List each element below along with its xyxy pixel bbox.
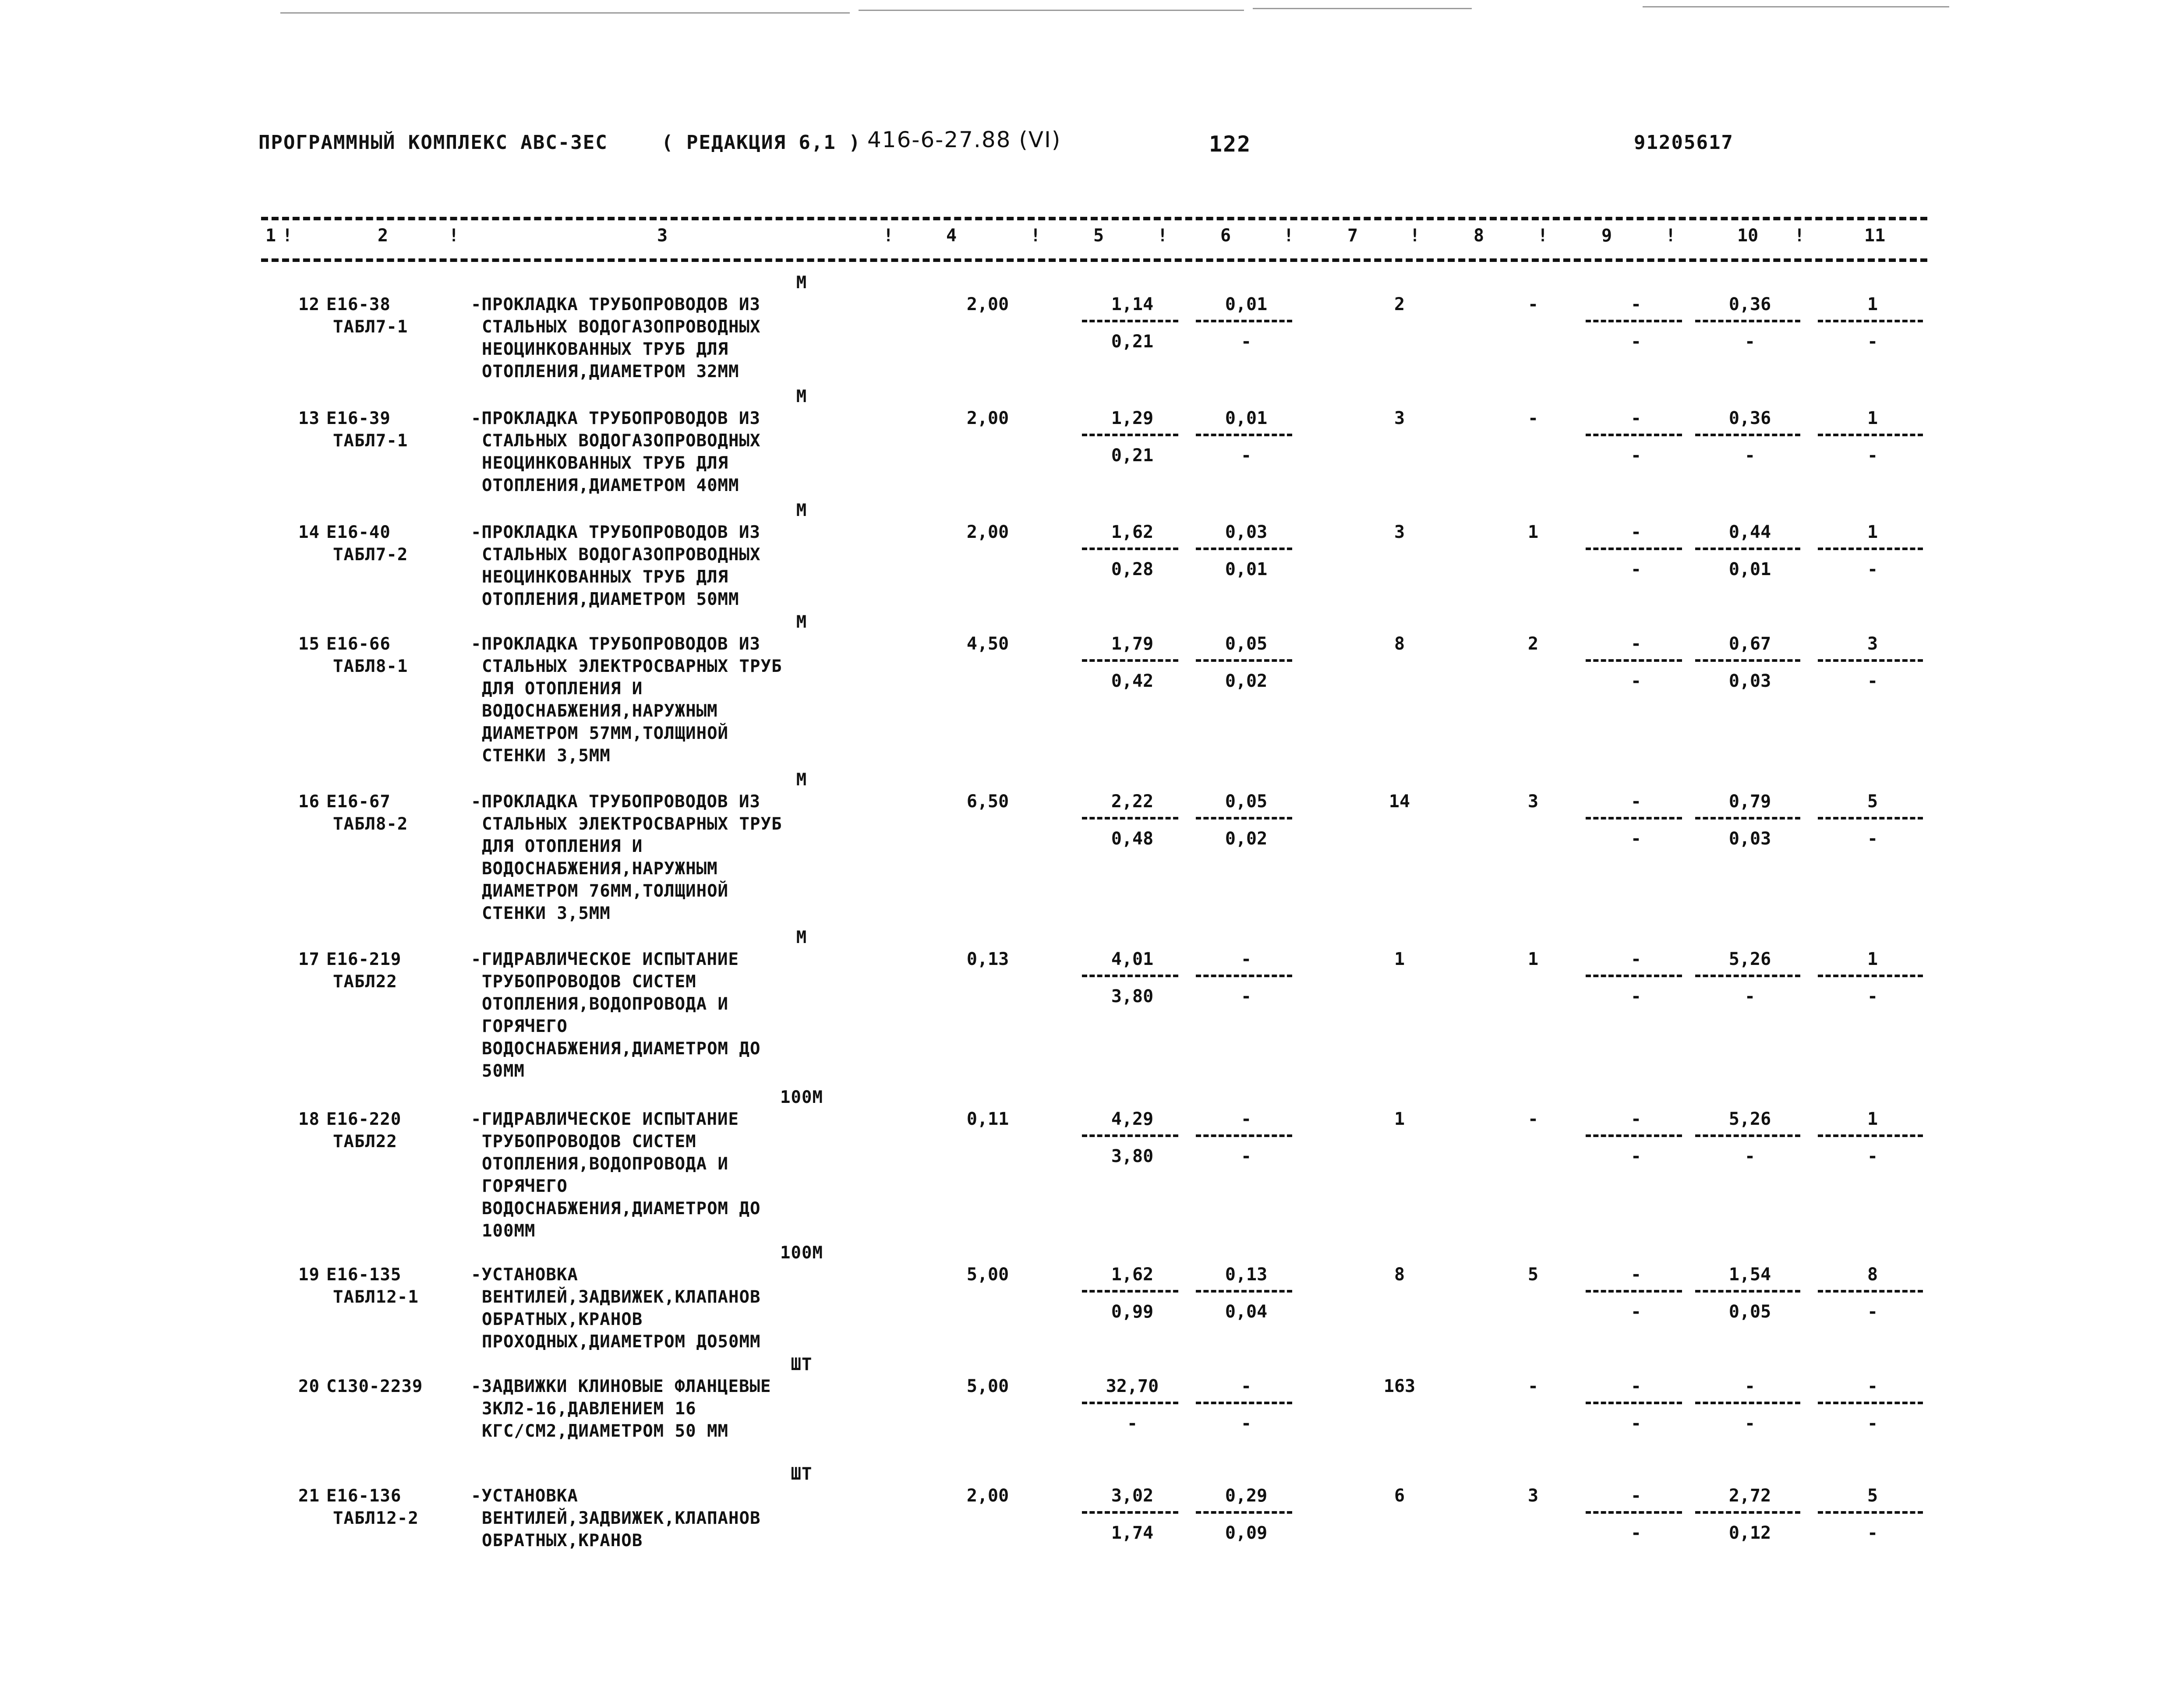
edition-label: ( РЕДАКЦИЯ 6,1 )	[661, 131, 861, 154]
value-c11-sub: -	[1867, 445, 1878, 466]
work-description-line: ВОДОСНАБЖЕНИЯ,НАРУЖНЫМ	[482, 701, 718, 721]
unit-of-measure: ШТ	[791, 1464, 813, 1484]
column-header: 4	[946, 226, 957, 246]
value-separator	[1695, 1134, 1800, 1137]
unit-of-measure: 100М	[780, 1088, 823, 1107]
unit-of-measure: М	[796, 273, 807, 293]
work-description-line: -ГИДРАВЛИЧЕСКОЕ ИСПЫТАНИЕ	[471, 1109, 739, 1129]
value-c8: -	[1527, 1376, 1539, 1396]
value-separator	[1586, 1402, 1682, 1404]
value-c6-sub: -	[1240, 332, 1252, 352]
work-description-line: -ЗАДВИЖКИ КЛИНОВЫЕ ФЛАНЦЕВЫЕ	[471, 1377, 771, 1396]
value-c9: -	[1630, 791, 1642, 812]
value-c5-sub: 0,21	[1111, 445, 1154, 466]
norm-code: Е16-40	[326, 523, 391, 542]
column-header: 8	[1474, 226, 1484, 246]
row-number: 13	[298, 409, 320, 428]
value-c7: 3	[1394, 408, 1405, 428]
value-c6: 0,05	[1225, 634, 1268, 654]
value-c6: 0,13	[1225, 1265, 1268, 1285]
value-c11-sub: -	[1867, 1413, 1878, 1434]
value-c5: 1,14	[1111, 294, 1154, 314]
column-header: 9	[1601, 226, 1612, 246]
scan-noise-line	[280, 12, 850, 14]
value-separator	[1695, 1402, 1800, 1404]
value-separator	[1082, 975, 1178, 977]
norm-code: Е16-135	[326, 1265, 402, 1285]
row-number: 12	[298, 295, 320, 314]
value-c11-sub: -	[1867, 1302, 1878, 1322]
table-top-rule	[261, 217, 1927, 220]
norm-table: ТАБЛ8-1	[333, 657, 408, 676]
value-c6-sub: 0,01	[1225, 559, 1268, 579]
work-description-line: -УСТАНОВКА	[471, 1265, 578, 1285]
work-description-line: ЗКЛ2-16,ДАВЛЕНИЕМ 16	[482, 1399, 696, 1419]
value-c6-sub: -	[1240, 986, 1252, 1007]
value-c9: -	[1630, 1265, 1642, 1285]
value-c5-sub: -	[1127, 1413, 1138, 1434]
norm-code: Е16-38	[326, 295, 391, 314]
value-c10-sub: 0,05	[1728, 1302, 1771, 1322]
norm-code: Е16-66	[326, 634, 391, 654]
value-c5-sub: 0,21	[1111, 332, 1154, 352]
column-header: 7	[1347, 226, 1358, 246]
value-c4: 4,50	[966, 634, 1009, 654]
work-description-line: ВЕНТИЛЕЙ,ЗАДВИЖЕК,КЛАПАНОВ	[482, 1287, 761, 1307]
value-separator	[1082, 659, 1178, 662]
value-c10: 5,26	[1728, 949, 1771, 969]
value-c4: 2,00	[966, 522, 1009, 542]
value-c6: 0,05	[1225, 791, 1268, 812]
unit-of-measure: М	[796, 770, 807, 790]
value-c7: 163	[1383, 1376, 1416, 1396]
value-separator	[1695, 320, 1800, 322]
value-c4: 0,13	[966, 949, 1009, 969]
value-separator	[1818, 1134, 1923, 1137]
value-c6-sub: -	[1240, 1413, 1252, 1434]
work-description-line: ВЕНТИЛЕЙ,ЗАДВИЖЕК,КЛАПАНОВ	[482, 1508, 761, 1528]
work-description-line: СТАЛЬНЫХ ВОДОГАЗОПРОВОДНЫХ	[482, 431, 761, 451]
value-separator	[1818, 1402, 1923, 1404]
value-separator	[1196, 1134, 1292, 1137]
value-c7: 1	[1394, 1109, 1405, 1129]
value-separator	[1082, 817, 1178, 820]
work-description-line: -ПРОКЛАДКА ТРУБОПРОВОДОВ ИЗ	[471, 295, 760, 314]
value-c8: 3	[1527, 1486, 1539, 1506]
value-separator	[1196, 659, 1292, 662]
value-c4: 2,00	[966, 1486, 1009, 1506]
value-c9-sub: -	[1630, 829, 1642, 849]
value-separator	[1695, 434, 1800, 436]
value-c5: 1,62	[1111, 522, 1154, 542]
work-description-line: ОТОПЛЕНИЯ,ВОДОПРОВОДА И	[482, 1154, 729, 1174]
value-c6: -	[1240, 949, 1252, 969]
value-c5: 1,29	[1111, 408, 1154, 428]
value-c9-sub: -	[1630, 1413, 1642, 1434]
value-c6: 0,01	[1225, 294, 1268, 314]
value-separator	[1818, 548, 1923, 550]
value-c8: 3	[1527, 791, 1539, 812]
work-description-line: КГС/СМ2,ДИАМЕТРОМ 50 ММ	[482, 1421, 729, 1441]
value-c10: 2,72	[1728, 1486, 1771, 1506]
value-c7: 2	[1394, 294, 1405, 314]
value-c5: 1,79	[1111, 634, 1154, 654]
value-c10: 1,54	[1728, 1265, 1771, 1285]
value-c10-sub: 0,12	[1728, 1523, 1771, 1543]
value-c11: 5	[1867, 1486, 1878, 1506]
value-separator	[1082, 434, 1178, 436]
column-header-row: 1 ! 2 ! 3 ! 4 ! 5 ! 6 ! 7 ! 8 ! 9 ! 10 ! 11	[265, 226, 1886, 246]
scan-noise-line	[1643, 6, 1949, 7]
value-c9-sub: -	[1630, 445, 1642, 466]
row-number: 15	[298, 634, 320, 654]
value-separator	[1586, 1290, 1682, 1293]
value-c9: -	[1630, 522, 1642, 542]
row-number: 21	[298, 1486, 320, 1506]
norm-code: Е16-220	[326, 1109, 402, 1129]
value-c6-sub: 0,02	[1225, 829, 1268, 849]
column-header: 2	[378, 226, 389, 246]
value-c7: 14	[1389, 791, 1410, 812]
value-c6: -	[1240, 1109, 1252, 1129]
column-header: 6	[1220, 226, 1231, 246]
value-c9-sub: -	[1630, 1523, 1642, 1543]
value-c11-sub: -	[1867, 559, 1878, 579]
row-number: 16	[298, 792, 320, 812]
value-c7: 8	[1394, 634, 1405, 654]
value-c11-sub: -	[1867, 986, 1878, 1007]
work-description-line: ОТОПЛЕНИЯ,ВОДОПРОВОДА И	[482, 994, 729, 1014]
scan-noise-line	[1253, 8, 1472, 9]
value-separator	[1818, 1290, 1923, 1293]
norm-code: Е16-136	[326, 1486, 402, 1506]
work-description-line: 50ММ	[482, 1061, 525, 1081]
document-code: 91205617	[1634, 131, 1734, 154]
row-number: 14	[298, 523, 320, 542]
unit-of-measure: М	[796, 612, 807, 632]
value-c11: -	[1867, 1376, 1878, 1396]
handwritten-reference: 416-6-27.88 (VI)	[867, 127, 1061, 152]
work-description-line: СТАЛЬНЫХ ЭЛЕКТРОСВАРНЫХ ТРУБ	[482, 657, 782, 676]
value-separator	[1196, 548, 1292, 550]
value-c8: -	[1527, 1109, 1539, 1129]
value-separator	[1196, 434, 1292, 436]
value-c9: -	[1630, 1376, 1642, 1396]
norm-code: С130-2239	[326, 1377, 423, 1396]
value-separator	[1818, 817, 1923, 820]
work-description-line: ВОДОСНАБЖЕНИЯ,НАРУЖНЫМ	[482, 859, 718, 879]
value-separator	[1818, 320, 1923, 322]
value-separator	[1818, 1511, 1923, 1514]
value-c9: -	[1630, 294, 1642, 314]
work-description-line: СТЕНКИ 3,5ММ	[482, 904, 611, 923]
work-description-line: СТАЛЬНЫХ ВОДОГАЗОПРОВОДНЫХ	[482, 545, 761, 565]
value-separator	[1586, 817, 1682, 820]
unit-of-measure: М	[796, 387, 807, 406]
value-c10-sub: -	[1744, 1146, 1756, 1166]
value-c6-sub: -	[1240, 445, 1252, 466]
value-c10-sub: 0,03	[1728, 671, 1771, 691]
work-description-line: ВОДОСНАБЖЕНИЯ,ДИАМЕТРОМ ДО	[482, 1039, 761, 1059]
value-c11-sub: -	[1867, 829, 1878, 849]
value-separator	[1082, 1134, 1178, 1137]
work-description-line: 100ММ	[482, 1221, 536, 1241]
work-description-line: СТЕНКИ 3,5ММ	[482, 746, 611, 766]
value-separator	[1695, 1290, 1800, 1293]
value-c11-sub: -	[1867, 332, 1878, 352]
value-c4: 2,00	[966, 408, 1009, 428]
work-description-line: -УСТАНОВКА	[471, 1486, 578, 1506]
value-c8: 2	[1527, 634, 1539, 654]
value-c9: -	[1630, 634, 1642, 654]
work-description-line: НЕОЦИНКОВАННЫХ ТРУБ ДЛЯ	[482, 567, 729, 587]
value-c5: 32,70	[1106, 1376, 1159, 1396]
value-c11: 1	[1867, 294, 1878, 314]
work-description-line: ГОРЯЧЕГО	[482, 1176, 568, 1196]
value-c6-sub: 0,09	[1225, 1523, 1268, 1543]
column-header: 1	[265, 226, 276, 246]
value-c5-sub: 0,42	[1111, 671, 1154, 691]
value-c6-sub: -	[1240, 1146, 1252, 1166]
value-c8: -	[1527, 294, 1539, 314]
norm-table: ТАБЛ22	[333, 1132, 397, 1152]
value-c5-sub: 1,74	[1111, 1523, 1154, 1543]
value-c9-sub: -	[1630, 1146, 1642, 1166]
value-c4: 6,50	[966, 791, 1009, 812]
work-description-line: ОТОПЛЕНИЯ,ДИАМЕТРОМ 40ММ	[482, 476, 739, 495]
value-c6: 0,29	[1225, 1486, 1268, 1506]
value-separator	[1082, 320, 1178, 322]
value-separator	[1818, 434, 1923, 436]
norm-table: ТАБЛ22	[333, 972, 397, 992]
table-header-rule	[261, 258, 1927, 262]
value-c10: 0,44	[1728, 522, 1771, 542]
value-separator	[1695, 659, 1800, 662]
value-separator	[1695, 817, 1800, 820]
value-separator	[1586, 659, 1682, 662]
column-header: 10	[1737, 226, 1759, 246]
value-c10: 0,79	[1728, 791, 1771, 812]
row-number: 17	[298, 950, 320, 969]
unit-of-measure: 100М	[780, 1243, 823, 1263]
value-c10: 0,36	[1728, 294, 1771, 314]
value-c10: 0,36	[1728, 408, 1771, 428]
value-c5-sub: 0,48	[1111, 829, 1154, 849]
norm-code: Е16-39	[326, 409, 391, 428]
norm-code: Е16-67	[326, 792, 391, 812]
work-description-line: ОБРАТНЫХ,КРАНОВ	[482, 1310, 643, 1329]
unit-of-measure: ШТ	[791, 1355, 813, 1374]
column-header: 3	[657, 226, 668, 246]
value-c11: 1	[1867, 949, 1878, 969]
value-c11: 1	[1867, 1109, 1878, 1129]
value-c10-sub: -	[1744, 986, 1756, 1007]
value-c10: 0,67	[1728, 634, 1771, 654]
value-c9-sub: -	[1630, 986, 1642, 1007]
value-c4: 0,11	[966, 1109, 1009, 1129]
value-c9-sub: -	[1630, 332, 1642, 352]
page-number: 122	[1209, 131, 1251, 157]
value-c5-sub: 0,99	[1111, 1302, 1154, 1322]
value-c9: -	[1630, 408, 1642, 428]
unit-of-measure: М	[796, 928, 807, 947]
norm-table: ТАБЛ7-1	[333, 431, 408, 451]
value-separator	[1818, 659, 1923, 662]
norm-table: ТАБЛ12-1	[333, 1287, 419, 1307]
value-c9: -	[1630, 1109, 1642, 1129]
value-c4: 5,00	[966, 1265, 1009, 1285]
value-c8: 1	[1527, 949, 1539, 969]
value-separator	[1082, 548, 1178, 550]
value-c7: 6	[1394, 1486, 1405, 1506]
value-c9-sub: -	[1630, 559, 1642, 579]
value-c7: 8	[1394, 1265, 1405, 1285]
work-description-line: ТРУБОПРОВОДОВ СИСТЕМ	[482, 1132, 696, 1152]
work-description-line: ОБРАТНЫХ,КРАНОВ	[482, 1531, 643, 1551]
column-header: 5	[1093, 226, 1104, 246]
value-c10: 5,26	[1728, 1109, 1771, 1129]
value-c5-sub: 0,28	[1111, 559, 1154, 579]
value-c5: 4,01	[1111, 949, 1154, 969]
value-c4: 5,00	[966, 1376, 1009, 1396]
value-c6: 0,01	[1225, 408, 1268, 428]
work-description-line: -ПРОКЛАДКА ТРУБОПРОВОДОВ ИЗ	[471, 634, 760, 654]
work-description-line: ГОРЯЧЕГО	[482, 1017, 568, 1036]
value-c11: 1	[1867, 408, 1878, 428]
row-number: 19	[298, 1265, 320, 1285]
value-c6-sub: 0,04	[1225, 1302, 1268, 1322]
value-separator	[1586, 1511, 1682, 1514]
value-c5: 1,62	[1111, 1265, 1154, 1285]
value-c9-sub: -	[1630, 671, 1642, 691]
work-description-line: НЕОЦИНКОВАННЫХ ТРУБ ДЛЯ	[482, 453, 729, 473]
norm-code: Е16-219	[326, 950, 402, 969]
value-separator	[1695, 548, 1800, 550]
work-description-line: ВОДОСНАБЖЕНИЯ,ДИАМЕТРОМ ДО	[482, 1199, 761, 1219]
work-description-line: -ГИДРАВЛИЧЕСКОЕ ИСПЫТАНИЕ	[471, 950, 739, 969]
value-separator	[1695, 1511, 1800, 1514]
value-c10: -	[1744, 1376, 1756, 1396]
value-c5: 3,02	[1111, 1486, 1154, 1506]
norm-table: ТАБЛ8-2	[333, 814, 408, 834]
value-c9-sub: -	[1630, 1302, 1642, 1322]
value-c9: -	[1630, 1486, 1642, 1506]
value-c10-sub: -	[1744, 332, 1756, 352]
value-separator	[1196, 320, 1292, 322]
column-header: 11	[1864, 226, 1886, 246]
value-c5-sub: 3,80	[1111, 986, 1154, 1007]
work-description-line: СТАЛЬНЫХ ЭЛЕКТРОСВАРНЫХ ТРУБ	[482, 814, 782, 834]
work-description-line: ОТОПЛЕНИЯ,ДИАМЕТРОМ 32ММ	[482, 362, 739, 382]
value-c5: 4,29	[1111, 1109, 1154, 1129]
work-description-line: ДЛЯ ОТОПЛЕНИЯ И	[482, 679, 643, 699]
scan-noise-line	[859, 10, 1244, 11]
value-separator	[1818, 975, 1923, 977]
value-c11-sub: -	[1867, 1146, 1878, 1166]
value-c10-sub: -	[1744, 1413, 1756, 1434]
program-title: ПРОГРАММНЫЙ КОМПЛЕКС АВС-3ЕС	[258, 131, 608, 154]
norm-table: ТАБЛ7-2	[333, 545, 408, 565]
value-separator	[1586, 548, 1682, 550]
work-description-line: -ПРОКЛАДКА ТРУБОПРОВОДОВ ИЗ	[471, 523, 760, 542]
value-separator	[1196, 1290, 1292, 1293]
value-c10-sub: -	[1744, 445, 1756, 466]
value-separator	[1196, 1511, 1292, 1514]
value-separator	[1082, 1402, 1178, 1404]
value-c11: 3	[1867, 634, 1878, 654]
row-number: 20	[298, 1377, 320, 1396]
value-separator	[1082, 1511, 1178, 1514]
value-c8: -	[1527, 408, 1539, 428]
value-c6-sub: 0,02	[1225, 671, 1268, 691]
value-c6: -	[1240, 1376, 1252, 1396]
work-description-line: -ПРОКЛАДКА ТРУБОПРОВОДОВ ИЗ	[471, 409, 760, 428]
value-separator	[1196, 975, 1292, 977]
value-separator	[1586, 320, 1682, 322]
row-number: 18	[298, 1109, 320, 1129]
norm-table: ТАБЛ12-2	[333, 1508, 419, 1528]
value-separator	[1586, 975, 1682, 977]
work-description-line: ДИАМЕТРОМ 57ММ,ТОЛЩИНОЙ	[482, 724, 729, 743]
value-c11: 5	[1867, 791, 1878, 812]
unit-of-measure: М	[796, 501, 807, 520]
value-c5-sub: 3,80	[1111, 1146, 1154, 1166]
value-c8: 5	[1527, 1265, 1539, 1285]
value-c9: -	[1630, 949, 1642, 969]
value-separator	[1196, 817, 1292, 820]
norm-table: ТАБЛ7-1	[333, 317, 408, 337]
value-c11: 8	[1867, 1265, 1878, 1285]
value-separator	[1082, 1290, 1178, 1293]
value-separator	[1586, 1134, 1682, 1137]
work-description-line: ТРУБОПРОВОДОВ СИСТЕМ	[482, 972, 696, 992]
value-c10-sub: 0,01	[1728, 559, 1771, 579]
value-c11: 1	[1867, 522, 1878, 542]
work-description-line: -ПРОКЛАДКА ТРУБОПРОВОДОВ ИЗ	[471, 792, 760, 812]
work-description-line: ПРОХОДНЫХ,ДИАМЕТРОМ ДО50ММ	[482, 1332, 761, 1352]
value-separator	[1695, 975, 1800, 977]
work-description-line: ОТОПЛЕНИЯ,ДИАМЕТРОМ 50ММ	[482, 590, 739, 609]
value-c4: 2,00	[966, 294, 1009, 314]
value-c11-sub: -	[1867, 1523, 1878, 1543]
value-c5: 2,22	[1111, 791, 1154, 812]
value-separator	[1586, 434, 1682, 436]
work-description-line: ДИАМЕТРОМ 76ММ,ТОЛЩИНОЙ	[482, 881, 729, 901]
value-c7: 1	[1394, 949, 1405, 969]
value-c8: 1	[1527, 522, 1539, 542]
work-description-line: ДЛЯ ОТОПЛЕНИЯ И	[482, 837, 643, 856]
value-separator	[1196, 1402, 1292, 1404]
value-c6: 0,03	[1225, 522, 1268, 542]
work-description-line: НЕОЦИНКОВАННЫХ ТРУБ ДЛЯ	[482, 339, 729, 359]
value-c11-sub: -	[1867, 671, 1878, 691]
value-c10-sub: 0,03	[1728, 829, 1771, 849]
value-c7: 3	[1394, 522, 1405, 542]
work-description-line: СТАЛЬНЫХ ВОДОГАЗОПРОВОДНЫХ	[482, 317, 761, 337]
